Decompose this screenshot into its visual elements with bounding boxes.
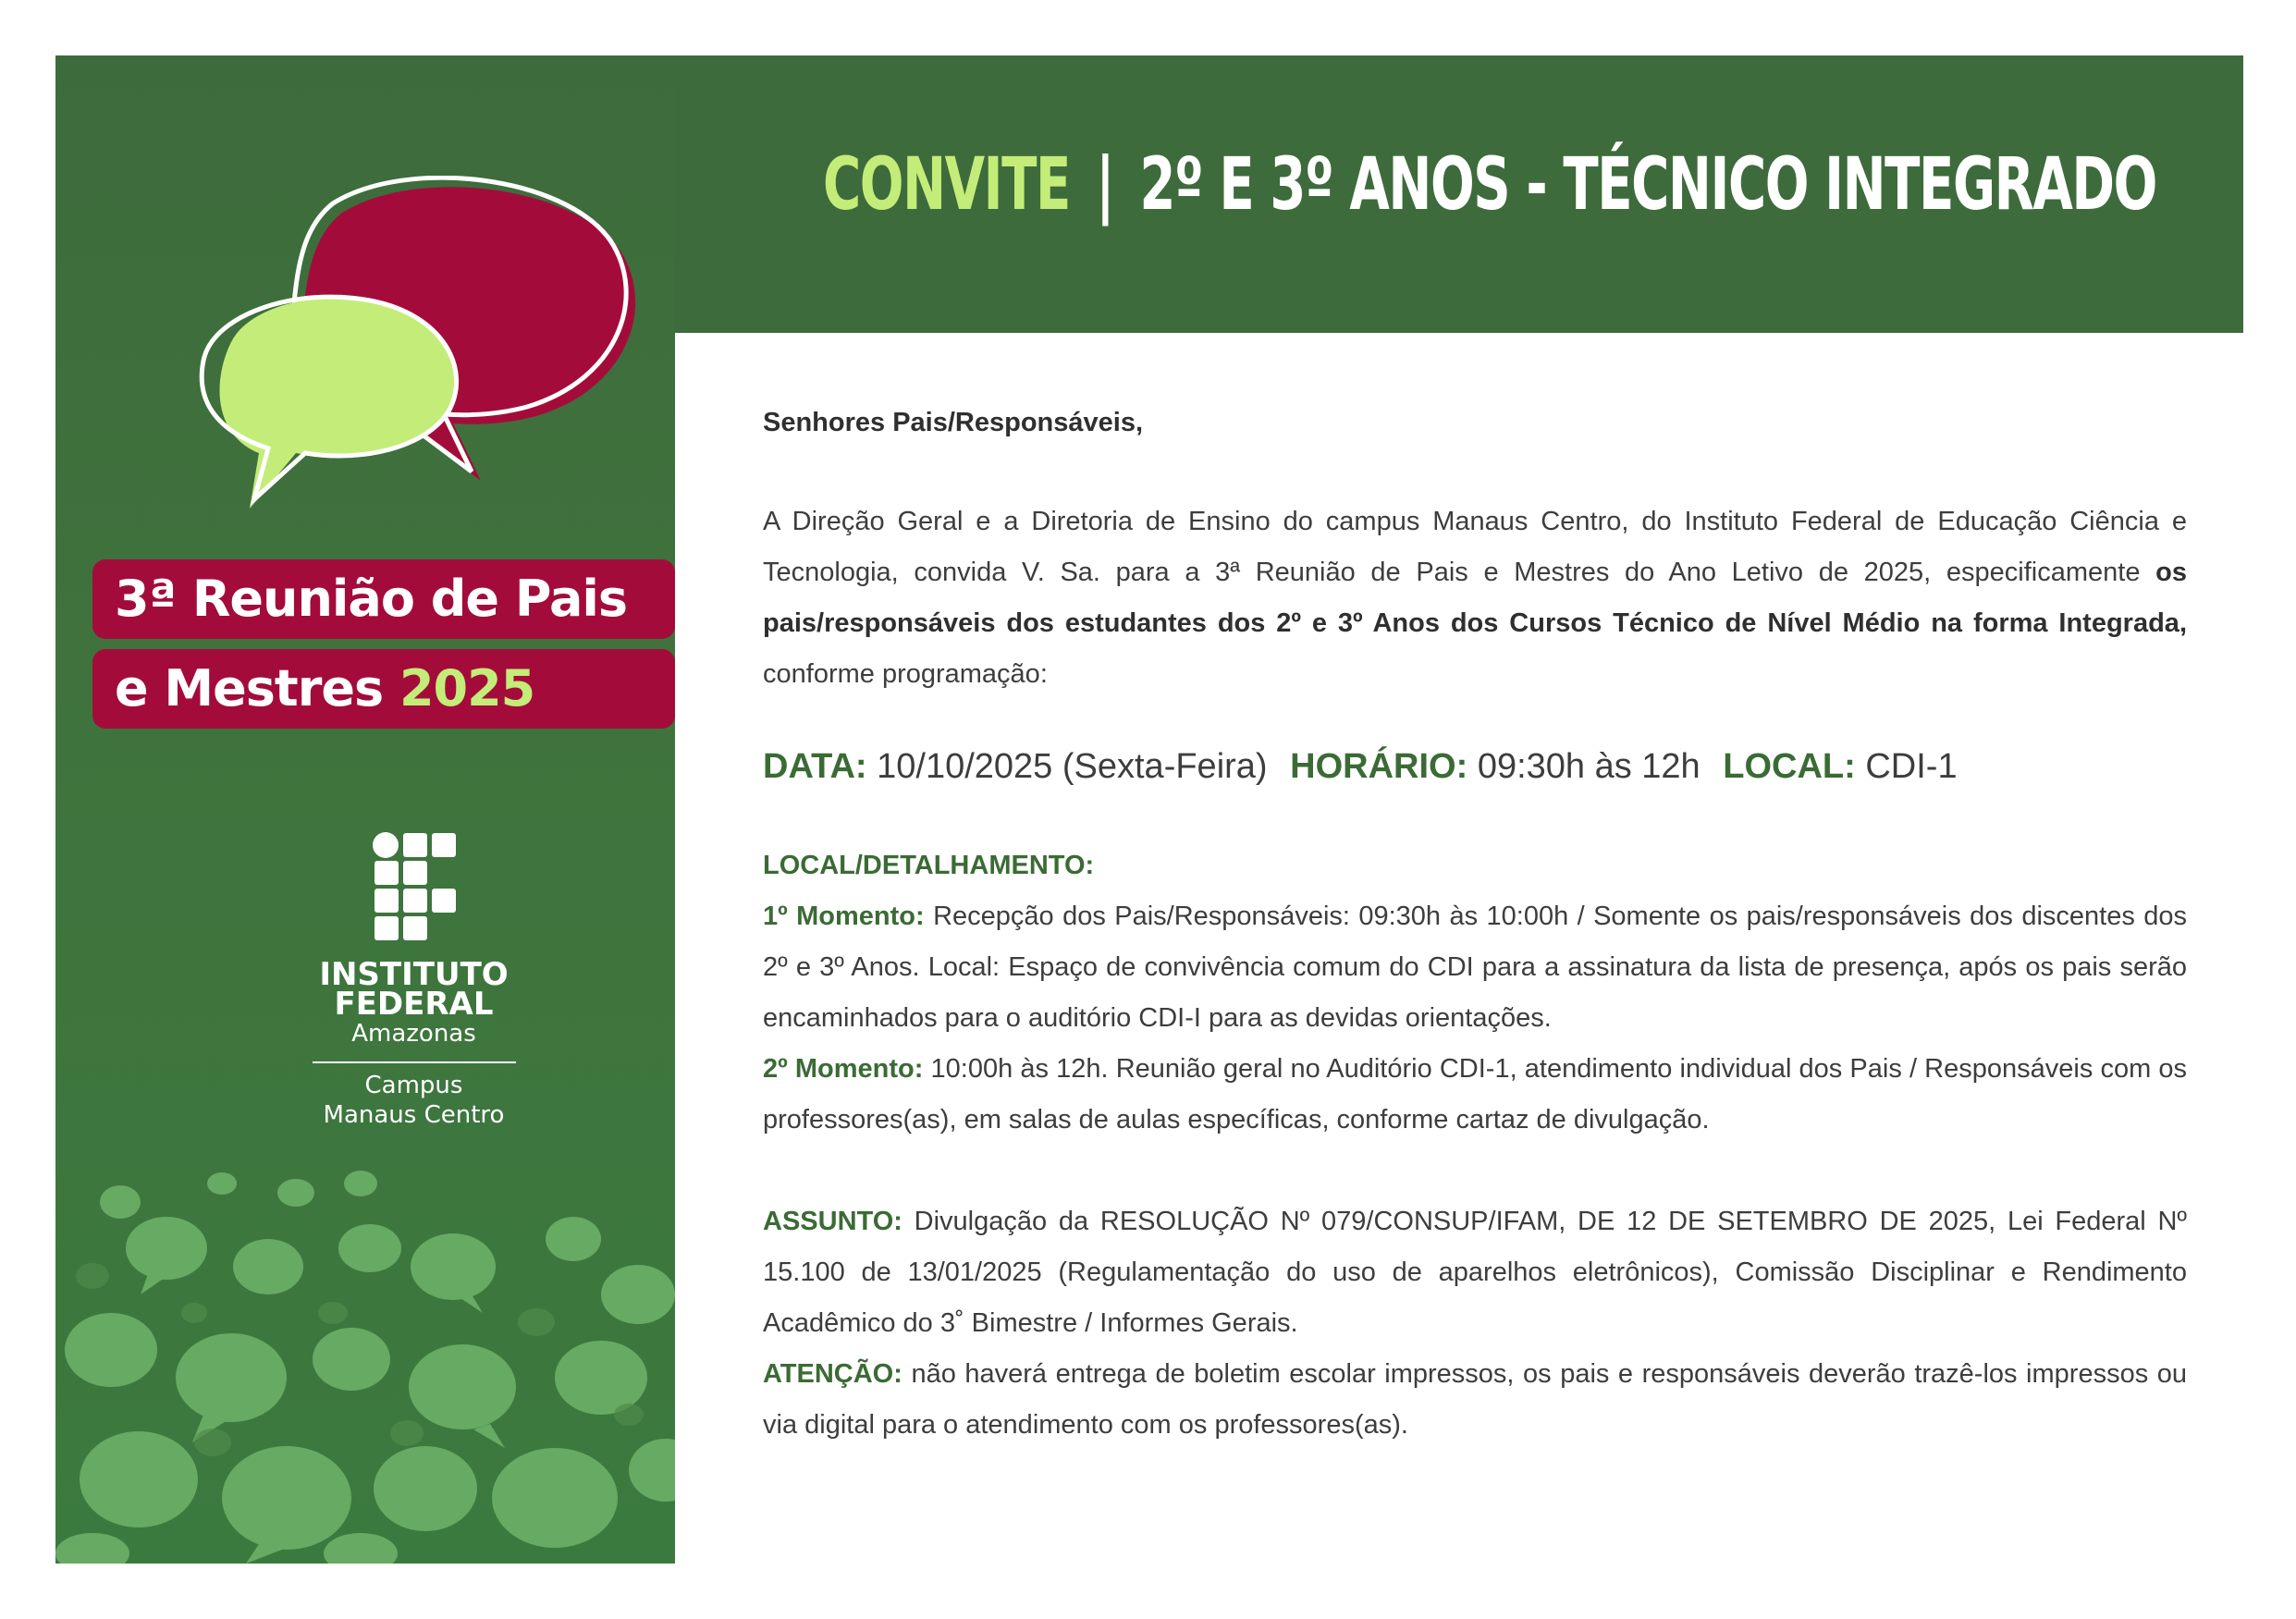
banner-line2 <box>92 649 675 729</box>
intro-text: A Direção Geral e a Diretoria de Ensino do campus Manaus Centro, do Instituto Federal de Educação Ciência e Tecnologia, convida V. Sa. para a 3ª Reunião de Pais e Mestres do Ano Letivo de 2025, especificamente <box>763 507 2187 587</box>
momento2-paragraph <box>763 1044 2187 1146</box>
detalhamento-label: LOCAL/DETALHAMENTO: <box>763 851 1095 880</box>
logo-divider <box>313 1061 516 1063</box>
intro-bold-text: os pais/responsáveis dos estudantes dos 2º e 3º Anos dos Cursos Técnico de Nível Médio na forma Integrada, <box>763 558 2188 638</box>
momento1-paragraph <box>763 891 2187 1044</box>
momento1-label: 1º Momento: <box>763 901 925 931</box>
institution-logo <box>277 832 518 1130</box>
greeting: Senhores Pais/Responsáveis, <box>763 408 1144 437</box>
local-value: CDI-1 <box>1865 747 1958 786</box>
assunto-text: Divulgação da RESOLUÇÃO Nº 079/CONSUP/IFAM, DE 12 DE SETEMBRO DE 2025, Lei Federal Nº 15.100 de 13/01/2025 (Regulamentação do uso de aparelhos eletrônicos), Comissão Disciplinar e Rendimento Acadêmico do 3˚ Bimestre / Informes Gerais. <box>763 1207 2187 1338</box>
intro-text-end: conforme programação: <box>763 659 1048 689</box>
banner-line1-text: 3ª Reunião de Pais <box>115 570 628 628</box>
letter-body <box>763 398 2187 1451</box>
chat-bubbles-pattern <box>55 1165 675 1564</box>
left-panel <box>55 55 675 1564</box>
horario-value: 09:30h às 12h <box>1477 747 1701 786</box>
assunto-paragraph <box>763 1196 2187 1349</box>
intro-paragraph <box>763 497 2187 700</box>
header-convite: CONVITE <box>823 143 1070 227</box>
banner-line1 <box>92 559 675 639</box>
atencao-text: não haverá entrega de boletim escolar impressos, os pais e responsáveis deverão trazê-los impressos ou via digital para o atendimento com os professores(as). <box>763 1359 2187 1440</box>
atencao-paragraph <box>763 1349 2187 1451</box>
schedule-line <box>763 739 2187 794</box>
logo-campus-name: Manaus Centro <box>323 1101 505 1129</box>
logo-campus-label: Campus <box>364 1072 463 1099</box>
speech-bubbles-icon <box>139 176 675 546</box>
atencao-label: ATENÇÃO: <box>763 1359 902 1389</box>
assunto-label: ASSUNTO: <box>763 1207 902 1236</box>
logo-federal: FEDERAL <box>334 986 494 1023</box>
header-title <box>823 120 2156 250</box>
ifam-logo-icon <box>373 832 456 943</box>
data-label: DATA: <box>763 747 867 786</box>
banner-line2-text: e Mestres <box>115 659 384 718</box>
data-value: 10/10/2025 (Sexta-Feira) <box>877 747 1268 786</box>
logo-state: Amazonas <box>351 1020 476 1048</box>
local-label: LOCAL: <box>1723 747 1856 786</box>
logo-text <box>277 956 550 1130</box>
header-subtitle: 2º E 3º ANOS - TÉCNICO INTEGRADO <box>1139 143 2156 227</box>
banner-year: 2025 <box>399 659 535 718</box>
logo-instituto: INSTITUTO <box>319 956 509 993</box>
header-separator: | <box>1096 143 1114 227</box>
momento2-label: 2º Momento: <box>763 1054 924 1084</box>
horario-label: HORÁRIO: <box>1290 747 1468 786</box>
momento2-text: 10:00h às 12h. Reunião geral no Auditório CDI-1, atendimento individual dos Pais / Responsáveis com os professores(as), em salas de aulas específicas, conforme cartaz de divulgação. <box>763 1054 2187 1135</box>
momento1-text: Recepção dos Pais/Responsáveis: 09:30h às 10:00h / Somente os pais/responsáveis dos discentes dos 2º e 3º Anos. Local: Espaço de convivência comum do CDI para a assinatura da lista de presença, após os pais serão encaminhados para o auditório CDI-I para as devidas orientações. <box>763 901 2188 1033</box>
